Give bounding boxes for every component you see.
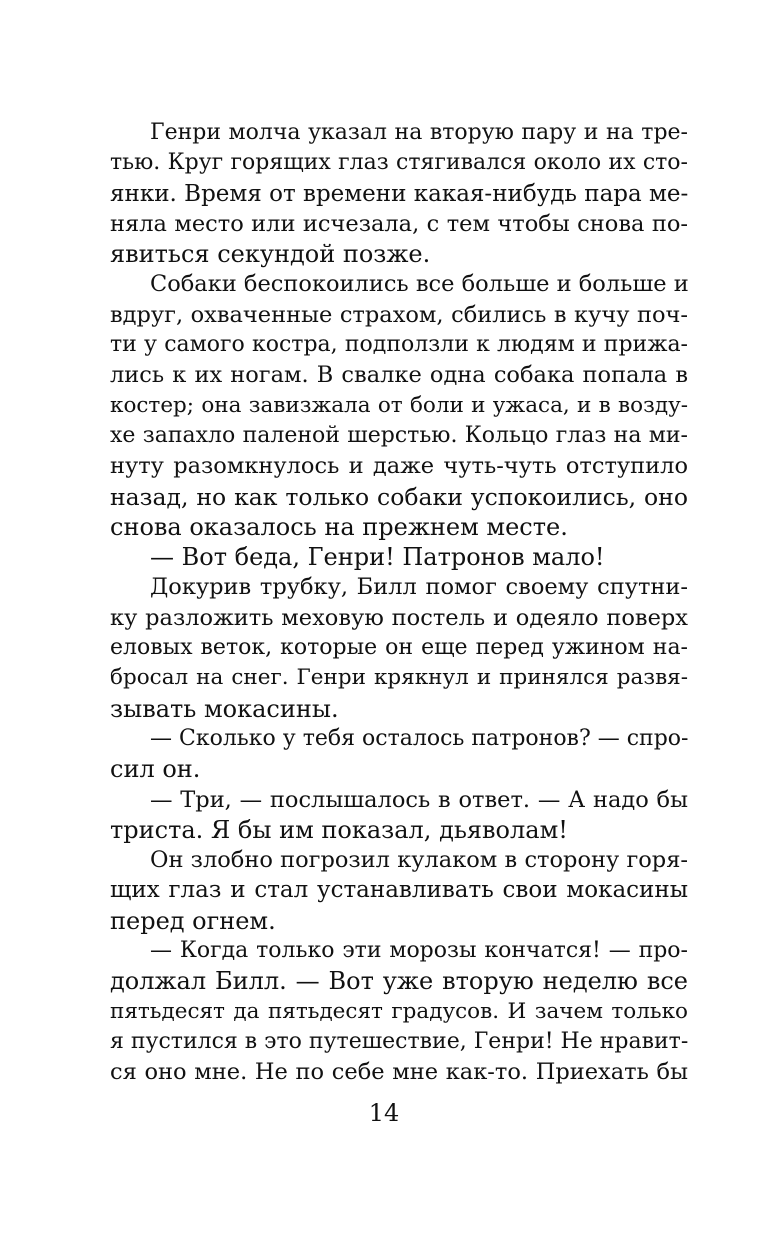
text-line: Генри молча указал на вторую пару и на тре- — [150, 120, 688, 145]
text-line: щих глаз и стал устанавливать свои мокасины — [110, 877, 688, 904]
text-line: явиться секундой позже. — [110, 240, 431, 269]
text-line: вдруг, охваченные страхом, сбились в кучу поч- — [110, 301, 688, 328]
text-line: — Когда только эти морозы кончатся! — про- — [150, 938, 688, 964]
text-line: — Три, — послышалось в ответ. — А надо бы — [150, 786, 688, 813]
text-line: — Вот беда, Генри! Патронов мало! — [150, 543, 605, 572]
text-line: — Сколько у тебя осталось патронов? — спро- — [150, 725, 689, 751]
text-line: снова оказалось на прежнем месте. — [110, 512, 568, 541]
text-line: Докурив трубку, Билл помог своему спутни- — [150, 574, 688, 601]
text-line: костер; она завизжала от боли и ужаса, и в возду- — [110, 392, 688, 418]
text-line: Собаки беспокоились все больше и больше и — [150, 271, 689, 298]
text-line: лись к их ногам. В свалке одна собака попала в — [110, 362, 688, 389]
text-line: тью. Круг горящих глаз стягивался около их сто- — [110, 150, 688, 176]
text-line: няла место или исчезала, с тем чтобы снова по- — [110, 210, 688, 237]
text-line: бросал на снег. Генри крякнул и принялся развя- — [110, 665, 688, 691]
text-line: еловых веток, которые он еще перед ужином на- — [110, 635, 688, 661]
text-line: ку разложить меховую постель и одеяло поверх — [110, 604, 688, 631]
text-line: янки. Время от времени какая-нибудь пара ме- — [110, 180, 689, 207]
text-line: Он злобно погрозил кулаком в сторону горя- — [150, 847, 688, 874]
text-line: ся оно мне. Не по себе мне как-то. Приехать бы — [110, 1059, 688, 1086]
text-line: сил он. — [110, 755, 201, 784]
text-line: пятьдесят да пятьдесят градусов. И зачем только — [110, 998, 688, 1024]
body-text — [110, 118, 688, 1088]
text-line: ти у самого костра, подползли к людям и прижа- — [110, 332, 688, 358]
text-line: зывать мокасины. — [110, 694, 339, 723]
page-number: 14 — [368, 1099, 400, 1127]
text-line: должал Билл. — Вот уже вторую неделю все — [110, 967, 688, 996]
text-line: перед огнем. — [110, 906, 276, 935]
text-line: хе запахло паленой шерстью. Кольцо глаз на ми- — [110, 422, 688, 448]
text-line: я пустился в это путешествие, Генри! Не нравит- — [110, 1028, 689, 1054]
text-line: назад, но как только собаки успокоились, оно — [110, 482, 688, 511]
text-line: триста. Я бы им показал, дьяволам! — [110, 815, 568, 844]
text-line: нуту разомкнулось и даже чуть-чуть отступило — [110, 453, 688, 480]
